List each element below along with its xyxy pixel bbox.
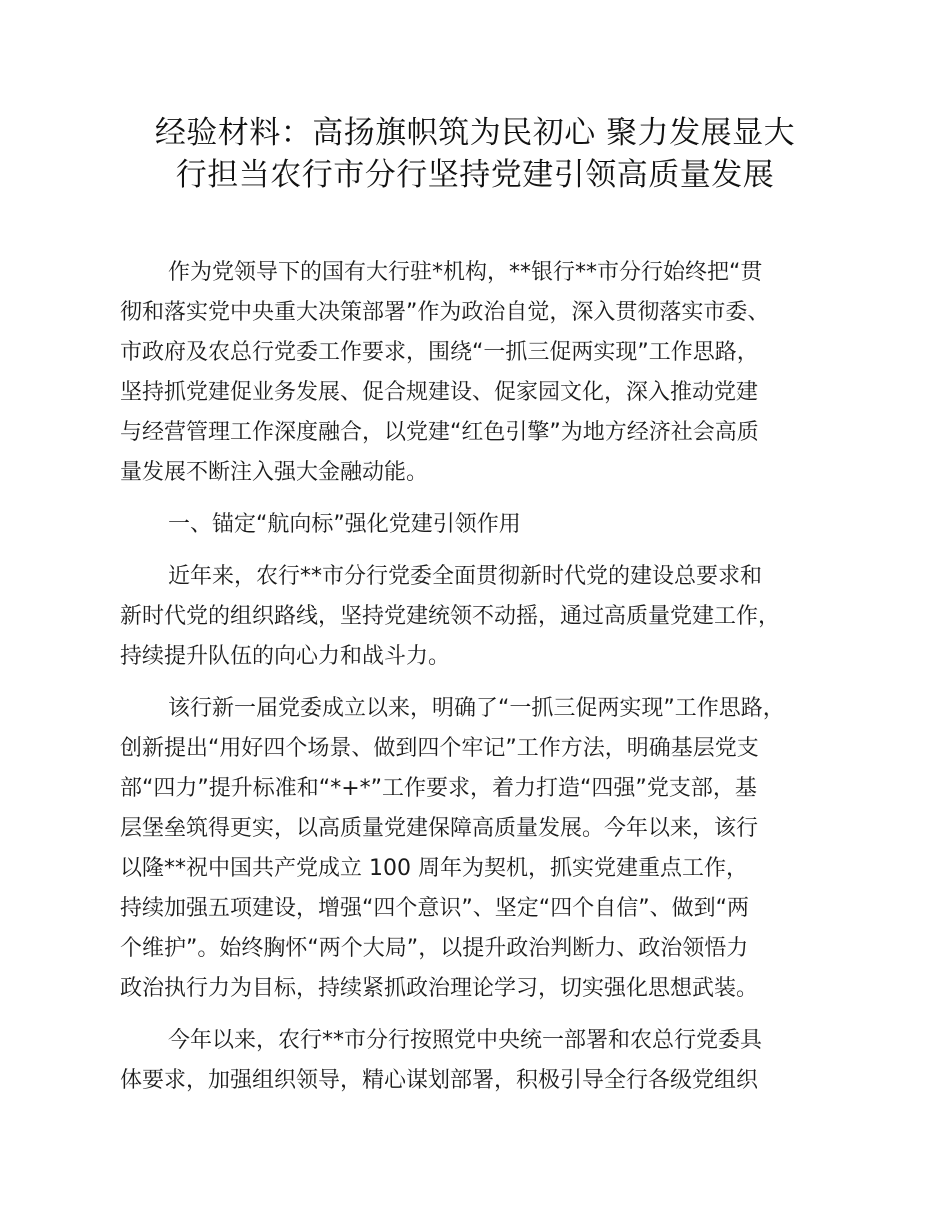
text-line: 坚持抓党建促业务发展、促合规建设、促家园文化，深入推动党建 xyxy=(120,380,759,405)
text-line: 持续加强五项建设，增强“四个意识”、坚定“四个自信”、做到“两 xyxy=(120,896,749,921)
paragraph-intro xyxy=(120,253,850,493)
text-line: 以隆**祝中国共产党成立 100 周年为契机，抓实党建重点工作， xyxy=(120,856,748,881)
text-line: 今年以来，农行**市分行按照党中央统一部署和农总行党委具 xyxy=(168,1028,763,1053)
text-line: 创新提出“用好四个场景、做到四个牢记”工作方法，明确基层党支 xyxy=(120,736,759,761)
text-line: 政治执行力为目标，持续紧抓政治理论学习，切实强化思想武装。 xyxy=(120,976,759,1001)
document-body xyxy=(120,253,850,1113)
document-title xyxy=(100,112,850,196)
text-line: 作为党领导下的国有大行驻*机构，**银行**市分行始终把“贯 xyxy=(168,260,763,285)
paragraph xyxy=(120,557,850,677)
text-line: 市政府及农总行党委工作要求，围绕“一抓三促两实现”工作思路， xyxy=(120,340,759,365)
text-line: 部“四力”提升标准和“*+*”工作要求，着力打造“四强”党支部，基 xyxy=(120,776,757,801)
text-line: 新时代党的组织路线，坚持党建统领不动摇，通过高质量党建工作， xyxy=(120,604,781,629)
text-line: 该行新一届党委成立以来，明确了“一抓三促两实现”工作思路， xyxy=(168,696,785,721)
text-line: 近年来，农行**市分行党委全面贯彻新时代党的建设总要求和 xyxy=(168,564,763,589)
section-heading: 一、锚定“航向标”强化党建引领作用 xyxy=(168,512,521,537)
title-line: 行担当农行市分行坚持党建引领高质量发展 xyxy=(175,157,775,193)
text-line: 量发展不断注入强大金融动能。 xyxy=(120,460,429,485)
text-line: 层堡垒筑得更实，以高质量党建保障高质量发展。今年以来，该行 xyxy=(120,816,759,841)
text-line: 持续提升队伍的向心力和战斗力。 xyxy=(120,644,451,669)
text-line: 彻和落实党中央重大决策部署”作为政治自觉，深入贯彻落实市委、 xyxy=(120,300,770,325)
paragraph xyxy=(120,1021,850,1101)
paragraph xyxy=(120,689,850,1009)
text-line: 个维护”。始终胸怀“两个大局”，以提升政治判断力、政治领悟力 xyxy=(120,936,749,961)
text-line: 体要求，加强组织领导，精心谋划部署，积极引导全行各级党组织 xyxy=(120,1068,759,1093)
title-line: 经验材料：高扬旗帜筑为民初心 聚力发展显大 xyxy=(154,115,796,151)
text-line: 与经营管理工作深度融合，以党建“红色引擎”为地方经济社会高质 xyxy=(120,420,759,445)
